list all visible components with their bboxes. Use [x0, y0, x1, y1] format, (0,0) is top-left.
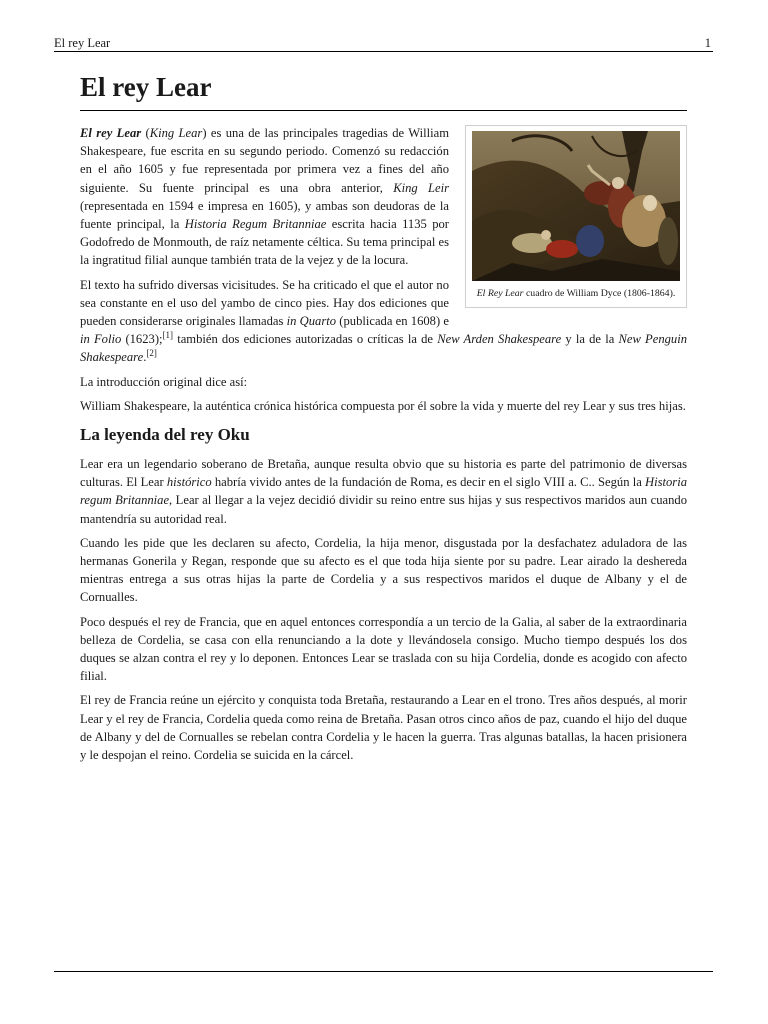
text-history-paragraph: El texto ha sufrido diversas vicisitudes. Se ha criticado el que el autor no sea constante en el uso del yambo de cinco pies. Hay dos ediciones que pueden considerarse originales llamadas in Quarto (publicada en 1608) e in Folio (1623);[1] también dos ediciones autorizadas o críticas la de New Arden Shakespeare y la de la New Penguin Shakespeare.[2]: [80, 277, 688, 365]
intro-paragraph: El rey Lear (King Lear) es una de las principales tragedias de William Shakespeare, fue escrita en su segundo periodo. Comenzó su redacción en el año 1605 y fue representada por primera vez a fines del año siguiente. Su fuente principal es una obra anterior, King Leir (representada en 1594 e impresa en 1605), y ambas son deudoras de la fuente principal, la Historia Regum Britanniae escrita hacia 1135 por Godofredo de Monmouth, de raíz netamente céltica. Su tema principal es la ingratitud filial aunque también trata de la vejez y de la locura.: [80, 126, 449, 268]
figure-box: [465, 125, 687, 308]
footnote-ref-1[interactable]: [1]: [162, 330, 174, 341]
footer-rule: [54, 971, 713, 972]
running-header: [54, 36, 713, 50]
page-number: 1: [704, 36, 711, 50]
article-body: [80, 124, 687, 770]
intro-quote-lead: La introducción original dice así:: [80, 374, 248, 389]
painting-image: [472, 131, 680, 281]
legend-paragraph-1: Lear era un legendario soberano de Bretaña, aunque resulta obvio que su historia es parte del patrimonio de diversas culturas. El Lear histórico habría vivido antes de la fundación de Roma, es decir en el siglo VIII a. C.. Según la Historia regum Britanniae, Lear al llegar a la vejez decidió dividir su reino entre sus hijas y sus respectivos maridos aun cuando mantendría su autoridad real.: [80, 457, 687, 526]
running-title: El rey Lear: [54, 36, 111, 50]
page-title: El rey Lear: [80, 72, 212, 102]
footnote-ref-2[interactable]: [2]: [146, 348, 157, 359]
legend-paragraph-4: El rey de Francia reúne un ejército y conquista toda Bretaña, restaurando a Lear en el trono. Tres años después, al morir Lear y el rey de Francia, Cordelia queda como reina de Bretaña. Pasan otros cinco años de paz, cuando el hijo del duque de Albany y del de Cornualles se rebelan contra Cordelia y le hacen la guerra. Tras algunas batallas, la hacen prisionera y le despojan el reino. Cordelia se suicida en la cárcel.: [80, 693, 687, 763]
title-rule: [80, 110, 687, 111]
block-quote: William Shakespeare, la auténtica crónica histórica compuesta por él sobre la vida y muerte del rey Lear y sus tres hijas.: [80, 398, 686, 413]
header-rule: [54, 51, 713, 52]
legend-paragraph-3: Poco después el rey de Francia, que en aquel entonces correspondía a un tercio de la Galia, al saber de la extraordinaria belleza de Cordelia, se casa con ella renunciando a la dote y llevándosela consigo. Mucho tiempo después los dos duques se alzan contra el rey y lo deponen. Entonces Lear se traslada con su hija Cordelia, donde es acogido con afecto filial.: [80, 614, 687, 684]
section-heading: La leyenda del rey Oku: [80, 425, 250, 445]
figure-caption: El Rey Lear cuadro de William Dyce (1806-1864).: [476, 288, 676, 299]
legend-paragraph-2: Cuando les pide que les declaren su afecto, Cordelia, la hija menor, disgustada por la desfachatez aduladora de las hermanas Gonerila y Regan, responde que su afecto es el que toda hija siente por su padre. Lear airado la deshereda mientras entrega a sus otras hijas la parte de Cordelia y a sus respectivos maridos el duque de Albany y el de Cornualles.: [80, 535, 687, 605]
